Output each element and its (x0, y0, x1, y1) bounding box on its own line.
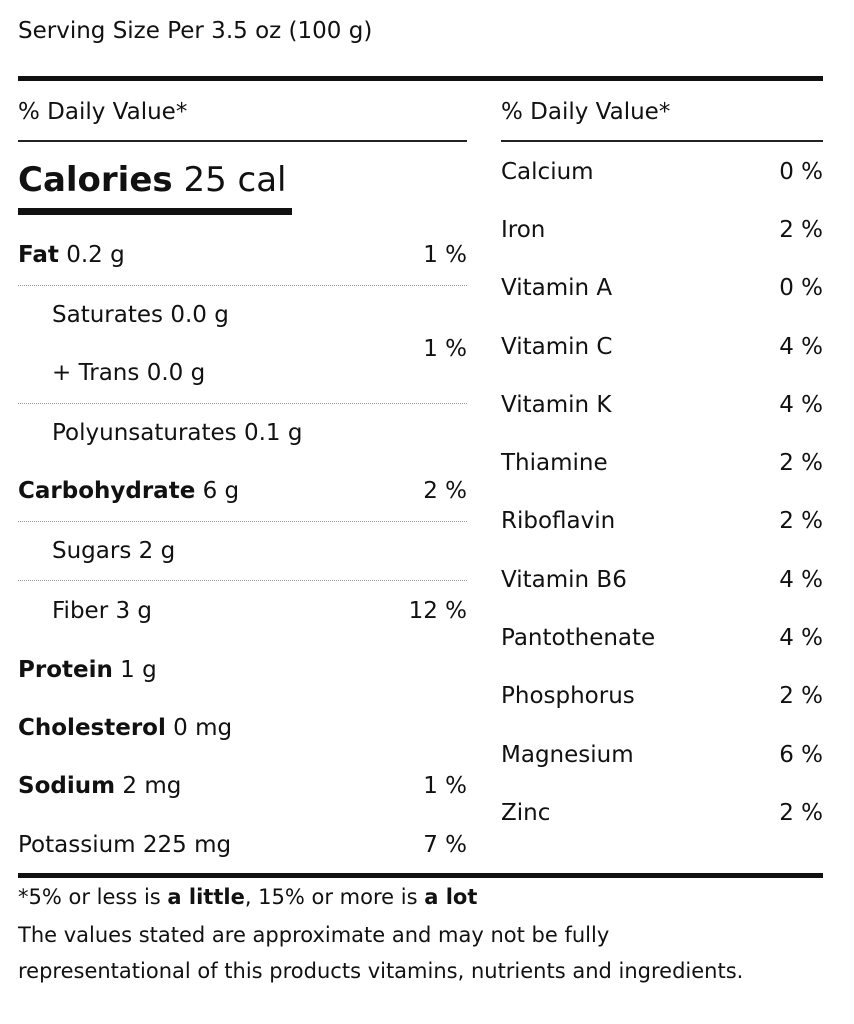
vitamin-dv-magnesium: 6 % (779, 742, 823, 768)
potassium-amount: 225 mg (142, 832, 232, 858)
vitamin-name-iron: Iron (501, 217, 546, 243)
fiber-row (52, 596, 152, 626)
vitamin-dv-vitamin-c: 4 % (779, 334, 823, 360)
potassium-label: Potassium (18, 832, 136, 858)
polyunsaturates-amount: 0.1 g (243, 420, 303, 446)
fat-amount: 0.2 g (66, 242, 125, 268)
saturates-row (52, 300, 229, 330)
footnote-line-2: The values stated are approximate and may not be fully (18, 923, 610, 947)
fat-dv: 1 % (423, 242, 467, 268)
footnote-line-3: representational of this products vitamins, nutrients and ingredients. (18, 959, 744, 983)
calories-row (18, 160, 287, 200)
vitamin-name-magnesium: Magnesium (501, 742, 634, 768)
polyunsaturates-row (52, 418, 302, 448)
left-header-divider (18, 140, 467, 142)
vitamin-name-pantothenate: Pantothenate (501, 625, 656, 651)
right-header-divider (501, 140, 823, 142)
vitamin-dv-vitamin-k: 4 % (779, 392, 823, 418)
fat-row (18, 240, 125, 270)
vitamin-dv-vitamin-b6: 4 % (779, 567, 823, 593)
trans-label: + Trans (52, 360, 140, 386)
row-divider (18, 285, 467, 286)
bottom-divider (18, 873, 823, 878)
sugars-label: Sugars (52, 538, 132, 564)
carbohydrate-row (18, 476, 239, 506)
potassium-row (18, 830, 231, 860)
saturates-amount: 0.0 g (170, 302, 229, 328)
footnote-line-1 (18, 882, 477, 912)
footnote-lot: a lot (424, 885, 478, 909)
footnote-middle: , 15% or more is (244, 885, 425, 909)
trans-row (52, 358, 205, 388)
calories-value: 25 cal (183, 160, 287, 200)
vitamin-dv-thiamine: 2 % (779, 450, 823, 476)
sodium-amount: 2 mg (122, 773, 182, 799)
vitamin-name-calcium: Calcium (501, 159, 594, 185)
vitamin-dv-vitamin-a: 0 % (779, 275, 823, 301)
fat-label: Fat (18, 242, 59, 268)
protein-amount: 1 g (120, 657, 157, 683)
vitamin-dv-calcium: 0 % (779, 159, 823, 185)
potassium-dv: 7 % (423, 832, 467, 858)
vitamin-name-thiamine: Thiamine (501, 450, 608, 476)
sodium-label: Sodium (18, 773, 116, 799)
vitamin-name-vitamin-b6: Vitamin B6 (501, 567, 627, 593)
vitamin-dv-riboflavin: 2 % (779, 508, 823, 534)
carbohydrate-label: Carbohydrate (18, 478, 196, 504)
footnote-prefix: *5% or less is (18, 885, 168, 909)
footnote-little: a little (167, 885, 245, 909)
left-daily-value-header: % Daily Value* (18, 99, 188, 125)
calories-underline (18, 208, 292, 215)
trans-amount: 0.0 g (146, 360, 206, 386)
fiber-label: Fiber (52, 598, 109, 624)
sugars-amount: 2 g (138, 538, 176, 564)
calories-label: Calories (18, 160, 173, 200)
carbohydrate-dv: 2 % (423, 478, 467, 504)
cholesterol-label: Cholesterol (18, 715, 166, 741)
vitamin-name-vitamin-k: Vitamin K (501, 392, 612, 418)
vitamin-dv-zinc: 2 % (779, 800, 823, 826)
sat-trans-dv: 1 % (423, 336, 467, 362)
protein-label: Protein (18, 657, 113, 683)
cholesterol-row (18, 713, 232, 743)
cholesterol-amount: 0 mg (173, 715, 233, 741)
serving-size: Serving Size Per 3.5 oz (100 g) (18, 18, 373, 44)
top-divider (18, 76, 823, 81)
row-divider (18, 580, 467, 581)
vitamin-dv-iron: 2 % (779, 217, 823, 243)
fiber-amount: 3 g (115, 598, 153, 624)
vitamin-dv-pantothenate: 4 % (779, 625, 823, 651)
vitamin-name-zinc: Zinc (501, 800, 551, 826)
row-divider (18, 521, 467, 522)
vitamin-name-vitamin-c: Vitamin C (501, 334, 613, 360)
sodium-row (18, 771, 181, 801)
protein-row (18, 655, 157, 685)
vitamin-name-riboflavin: Riboflavin (501, 508, 616, 534)
vitamin-name-phosphorus: Phosphorus (501, 683, 635, 709)
fiber-dv: 12 % (408, 598, 467, 624)
sugars-row (52, 536, 175, 566)
row-divider (18, 403, 467, 404)
right-daily-value-header: % Daily Value* (501, 99, 671, 125)
vitamin-name-vitamin-a: Vitamin A (501, 275, 613, 301)
polyunsaturates-label: Polyunsaturates (52, 420, 237, 446)
vitamin-dv-phosphorus: 2 % (779, 683, 823, 709)
carbohydrate-amount: 6 g (202, 478, 240, 504)
sodium-dv: 1 % (423, 773, 467, 799)
saturates-label: Saturates (52, 302, 163, 328)
